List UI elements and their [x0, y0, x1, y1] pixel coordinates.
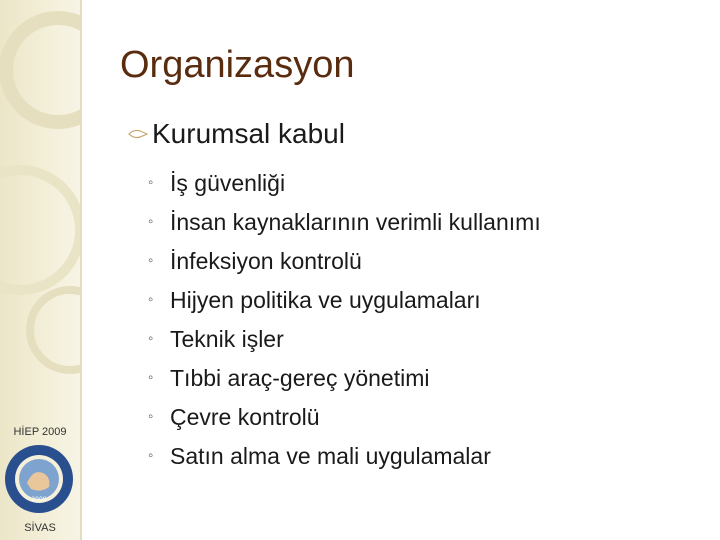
list-item	[148, 163, 541, 202]
event-label: HİEP 2009	[13, 426, 67, 438]
list-item-text: İnfeksiyon kontrolü	[170, 247, 362, 274]
decorative-sidebar	[0, 0, 80, 540]
bullet-arrow-icon	[128, 127, 152, 141]
sub-bullet-list	[148, 163, 541, 475]
list-item	[148, 280, 541, 319]
list-item	[148, 397, 541, 436]
circle-bullet-icon: ◦	[148, 446, 154, 464]
circle-bullet-icon: ◦	[148, 407, 154, 425]
list-item-text: Satın alma ve mali uygulamalar	[170, 442, 491, 469]
circle-bullet-icon: ◦	[148, 329, 154, 347]
main-bullet	[128, 118, 345, 150]
circle-bullet-icon: ◦	[148, 251, 154, 269]
list-item-text: Teknik işler	[170, 325, 284, 352]
list-item	[148, 202, 541, 241]
list-item	[148, 358, 541, 397]
list-item-text: Çevre kontrolü	[170, 403, 320, 430]
list-item	[148, 436, 541, 475]
slide-title: Organizasyon	[120, 44, 355, 86]
list-item-text: İş güvenliği	[170, 169, 286, 196]
circle-bullet-icon: ◦	[148, 212, 154, 230]
list-item	[148, 319, 541, 358]
main-bullet-text: Kurumsal kabul	[152, 118, 345, 149]
list-item-text: Hijyen politika ve uygulamaları	[170, 286, 481, 313]
list-item-text: Tıbbi araç-gereç yönetimi	[170, 364, 430, 391]
sidebar-divider	[80, 0, 82, 540]
logo-year: 2000	[31, 496, 47, 503]
city-label: SİVAS	[24, 522, 56, 534]
association-logo	[3, 443, 75, 515]
circle-bullet-icon: ◦	[148, 368, 154, 386]
circle-bullet-icon: ◦	[148, 290, 154, 308]
list-item-text: İnsan kaynaklarının verimli kullanımı	[170, 208, 541, 235]
circle-bullet-icon: ◦	[148, 173, 154, 191]
list-item	[148, 241, 541, 280]
